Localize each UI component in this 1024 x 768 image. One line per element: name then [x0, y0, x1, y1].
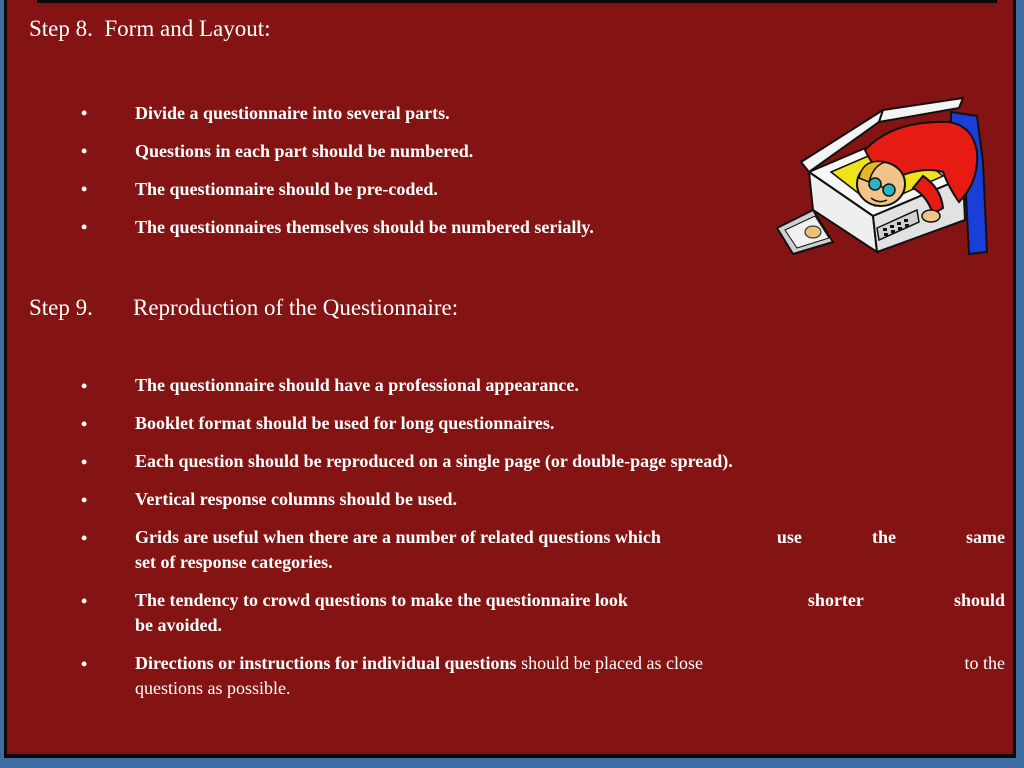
slide-top-border — [37, 0, 997, 3]
text-line: set of response categories. — [135, 552, 333, 572]
list-item: The questionnaire should have a professional appearance. — [135, 375, 579, 395]
step9-heading-number: Step 9. — [29, 295, 93, 320]
bullet: • — [81, 654, 88, 674]
regular-text: should be placed as close — [521, 653, 704, 673]
list-item: Questions in each part should be numbered. — [135, 141, 474, 161]
list-item-directions — [135, 651, 1005, 701]
list-item: The questionnaire should be pre-coded. — [135, 179, 438, 199]
text-segment: Grids are useful when there are a number of related questions which — [135, 527, 661, 547]
bullet: • — [81, 490, 88, 510]
bullet: • — [81, 141, 88, 161]
bullet: • — [81, 452, 88, 472]
list-item: The questionnaires themselves should be numbered serially. — [135, 217, 594, 237]
list-item: Divide a questionnaire into several parts. — [135, 103, 450, 123]
bullet: • — [81, 103, 88, 123]
list-item: Each question should be reproduced on a single page (or double-page spread). — [135, 451, 733, 471]
text-segment: use — [776, 527, 802, 547]
bullet: • — [81, 528, 88, 548]
text-segment: shorter — [807, 590, 864, 610]
list-item-grids — [135, 525, 1005, 575]
bullet: • — [81, 179, 88, 199]
text-segment: same — [966, 527, 1005, 547]
text-segment: should — [953, 590, 1005, 610]
list-item: Vertical response columns should be used. — [135, 489, 458, 509]
bullet: • — [81, 591, 88, 611]
bullet: • — [81, 217, 88, 237]
slide — [4, 0, 1016, 758]
step8-heading: Step 8. Form and Layout: — [29, 16, 271, 41]
text-line: be avoided. — [135, 615, 223, 635]
bold-text: Directions or instructions for individual questions — [135, 653, 517, 673]
text-segment: The tendency to crowd questions to make the questionnaire look — [135, 590, 628, 610]
list-item: Booklet format should be used for long questionnaires. — [135, 413, 555, 433]
text-segment: the — [871, 527, 896, 547]
bullet: • — [81, 414, 88, 434]
text-segment — [135, 651, 703, 676]
person-at-photocopier-icon — [773, 92, 991, 260]
bullet: • — [81, 376, 88, 396]
list-item-crowd — [135, 588, 1005, 638]
step9-heading-title: Reproduction of the Questionnaire: — [133, 295, 459, 320]
text-line: questions as possible. — [135, 678, 291, 698]
text-segment: to the — [964, 653, 1005, 673]
